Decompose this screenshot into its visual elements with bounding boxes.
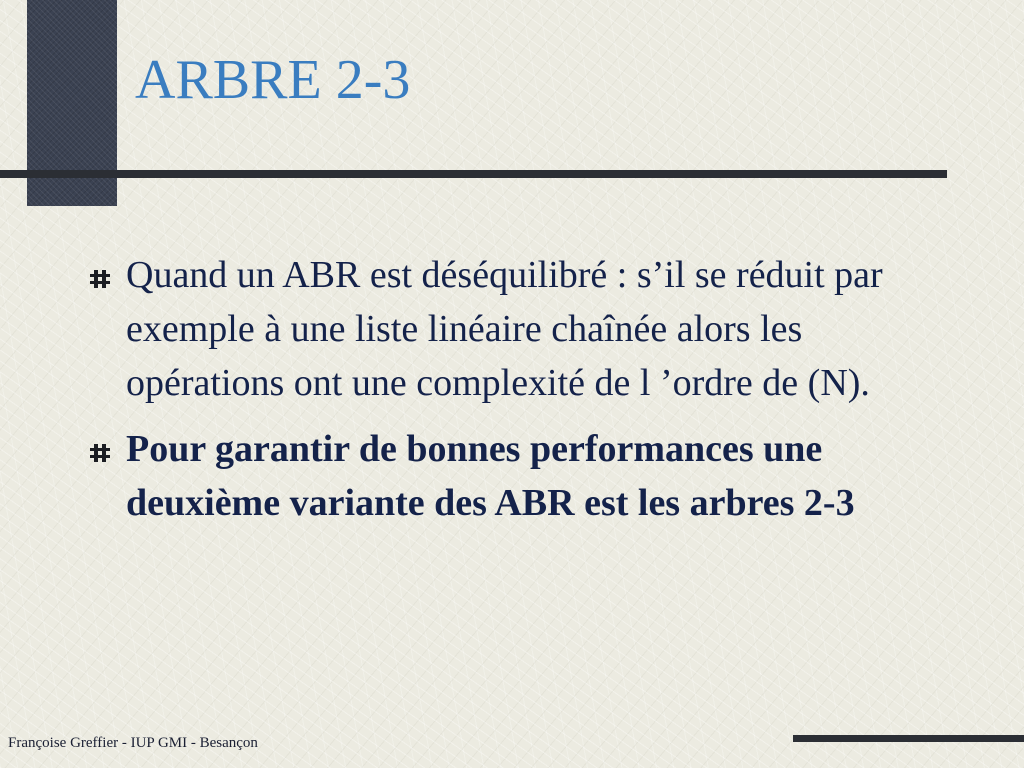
bullet-item — [88, 422, 908, 530]
bullet-text: Quand un ABR est déséquilibré : s’il se réduit par exemple à une liste linéaire chaînée alors les opérations ont une complexité de l ’ordre de (N). — [126, 254, 883, 404]
hash-bullet-icon — [88, 443, 112, 463]
bullet-list — [88, 248, 908, 542]
bullet-text: Pour garantir de bonnes performances une deuxième variante des ABR est les arbres 2-3 — [126, 428, 855, 524]
title-divider — [0, 170, 947, 178]
slide-title: ARBRE 2-3 — [135, 49, 411, 111]
hash-bullet-icon — [88, 269, 112, 289]
bullet-item — [88, 248, 908, 410]
footer-divider — [793, 735, 1024, 742]
footer-credit: Françoise Greffier - IUP GMI - Besançon — [8, 735, 258, 751]
